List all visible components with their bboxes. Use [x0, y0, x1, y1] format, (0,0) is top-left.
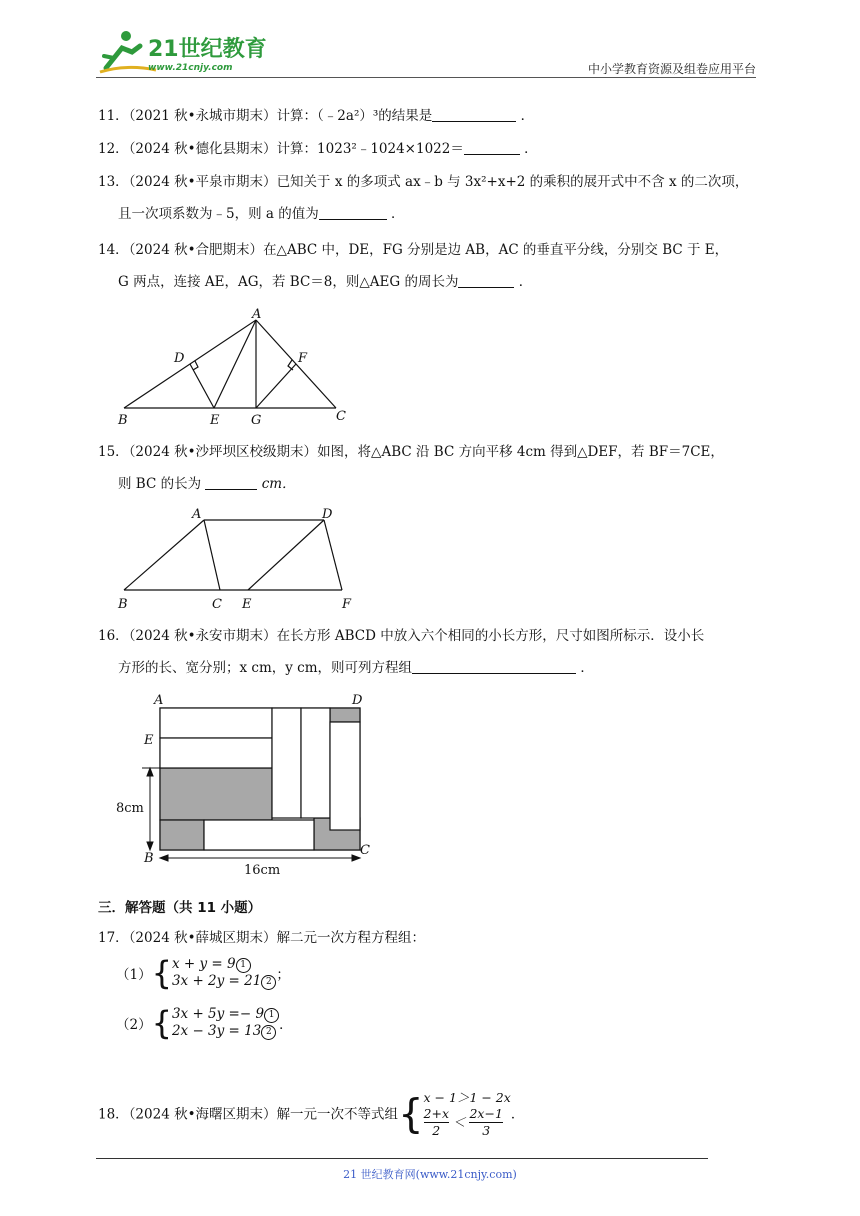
label-D: D — [322, 507, 333, 522]
label-G: G — [251, 413, 262, 428]
label-B: B — [144, 851, 154, 866]
label-C: C — [212, 597, 222, 612]
label-C: C — [336, 409, 346, 424]
question-16: 16．（2024 秋•永安市期末）在长方形 ABCD 中放入六个相同的小长方形，尺寸如图所标示．设小长 方形的长、宽分别；x cm，y cm，则可列方程组 ． — [98, 628, 705, 676]
label-A: A — [192, 507, 202, 522]
platform-title: 中小学教育资源及组卷应用平台 — [587, 62, 756, 76]
logo-text: 21世纪教育 — [148, 37, 267, 62]
label-D: D — [174, 351, 185, 366]
question-15: 15．（2024 秋•沙坪坝区校级期末）如图，将△ABC 沿 BC 方向平移 4cm 得到△DEF，若 BF＝7CE， 则 BC 的长为 cm． — [98, 444, 724, 492]
header-divider — [96, 77, 756, 78]
label-E: E — [210, 413, 220, 428]
label-F: F — [298, 351, 308, 366]
figure-translation — [114, 504, 364, 614]
dim-width: 16cm — [244, 863, 281, 878]
footer-link[interactable]: 21 世纪教育网(www.21cnjy.com) — [343, 1168, 517, 1181]
answer-blank — [205, 473, 257, 490]
logo-url: www.21cnjy.com — [148, 63, 233, 73]
answer-blank — [464, 138, 520, 155]
page-header — [96, 26, 756, 78]
system-2: （2）{3x + 5y =− 9 1 2x − 3y = 13 2 ． — [116, 1004, 293, 1042]
answer-blank — [458, 271, 514, 288]
label-E: E — [242, 597, 252, 612]
logo — [96, 26, 296, 76]
question-13: 13．（2024 秋•平泉市期末）已知关于 x 的多项式 ax﹣b 与 3x²+x+2 的乘积的展开式中不含 x 的二次项， 且一次项系数为﹣5，则 a 的值为 ． — [98, 174, 749, 222]
system-1: （1）{x + y = 9 1 3x + 2y = 21 2 ； — [116, 954, 290, 992]
figure-triangle-abc — [114, 306, 354, 428]
label-A: A — [252, 307, 262, 322]
label-F: F — [342, 597, 352, 612]
dim-height: 8cm — [116, 801, 144, 816]
question-11: 11．（2021 秋•永城市期末）计算：（﹣2a²）³的结果是 ． — [98, 100, 762, 132]
section-heading: 三．解答题（共 11 小题） — [98, 900, 262, 916]
label-A: A — [154, 693, 164, 708]
question-14: 14．（2024 秋•合肥期末）在△ABC 中，DE，FG 分别是边 AB，AC 的垂直平分线，分别交 BC 于 E， G 两点，连接 AE，AG，若 BC＝8，则△AEG 的周长为 ． — [98, 242, 729, 290]
label-B: B — [118, 413, 128, 428]
question-17: 17．（2024 秋•薛城区期末）解二元一次方程方程组： — [98, 930, 426, 946]
answer-blank — [319, 203, 387, 220]
label-E: E — [144, 733, 154, 748]
answer-blank — [412, 657, 576, 674]
label-B: B — [118, 597, 128, 612]
figure-rectangle-abcd — [112, 692, 382, 882]
label-D: D — [352, 693, 363, 708]
label-C: C — [360, 843, 370, 858]
question-12: 12．（2024 秋•德化县期末）计算：1023²﹣1024×1022＝ ． — [98, 133, 762, 165]
footer-divider — [96, 1158, 708, 1159]
question-18: 18．（2024 秋•海曙区期末）解一元一次不等式组{x − 1＞1 − 2x $\frac{2+x}{2}$ ＜ $\frac{2x-1}{3}$ ． — [98, 1090, 525, 1138]
answer-blank — [432, 105, 516, 122]
